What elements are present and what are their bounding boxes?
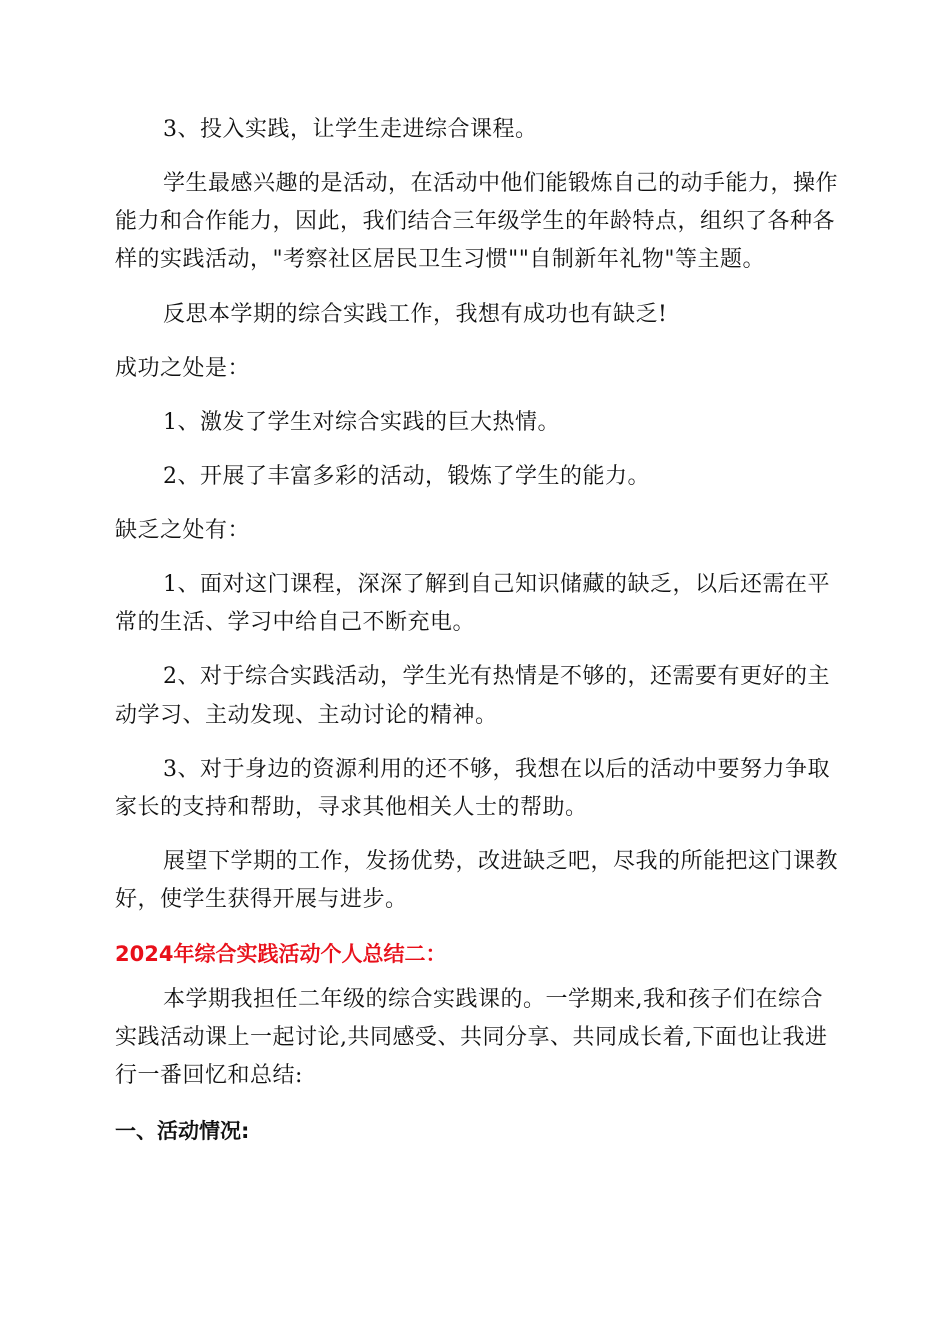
success-title: 成功之处是： xyxy=(115,356,251,381)
intro-line3: 行一番回忆和总结: xyxy=(115,1063,303,1088)
paragraph-interest-line3: 样的实践活动，"考察社区居民卫生习惯""自制新年礼物"等主题。 xyxy=(115,247,765,272)
lack-item-1-line1: 1、面对这门课程，深深了解到自己知识储藏的缺乏，以后还需在平 xyxy=(163,572,830,597)
lack-title: 缺乏之处有： xyxy=(115,518,251,543)
paragraph-interest-line1: 学生最感兴趣的是活动，在活动中他们能锻炼自己的动手能力，操作 xyxy=(163,171,839,196)
section-2-title: 2024年综合实践活动个人总结二： xyxy=(115,942,447,966)
lack-item-3-line1: 3、对于身边的资源利用的还不够，我想在以后的活动中要努力争取 xyxy=(163,757,830,782)
lack-item-3-line2: 家长的支持和帮助，寻求其他相关人士的帮助。 xyxy=(115,795,588,820)
intro-line1: 本学期我担任二年级的综合实践课的。一学期来,我和孩子们在综合 xyxy=(163,987,823,1012)
lack-item-2-line1: 2、对于综合实践活动，学生光有热情是不够的，还需要有更好的主 xyxy=(163,664,830,689)
paragraph-reflection: 反思本学期的综合实践工作，我想有成功也有缺乏! xyxy=(163,302,668,327)
outlook-line2: 好，使学生获得开展与进步。 xyxy=(115,887,408,912)
outlook-line1: 展望下学期的工作，发扬优势，改进缺乏吧，尽我的所能把这门课教 xyxy=(163,849,839,874)
subsection-1-title: 一、活动情况: xyxy=(115,1119,250,1143)
success-item-2: 2、开展了丰富多彩的活动，锻炼了学生的能力。 xyxy=(163,464,650,489)
paragraph-practice: 3、投入实践，让学生走进综合课程。 xyxy=(163,117,538,142)
intro-line2: 实践活动课上一起讨论,共同感受、共同分享、共同成长着,下面也让我进 xyxy=(115,1025,828,1050)
success-item-1: 1、激发了学生对综合实践的巨大热情。 xyxy=(163,410,560,435)
paragraph-interest-line2: 能力和合作能力，因此，我们结合三年级学生的年龄特点，组织了各种各 xyxy=(115,209,836,234)
lack-item-1-line2: 常的生活、学习中给自己不断充电。 xyxy=(115,610,476,635)
lack-item-2-line2: 动学习、主动发现、主动讨论的精神。 xyxy=(115,703,498,728)
